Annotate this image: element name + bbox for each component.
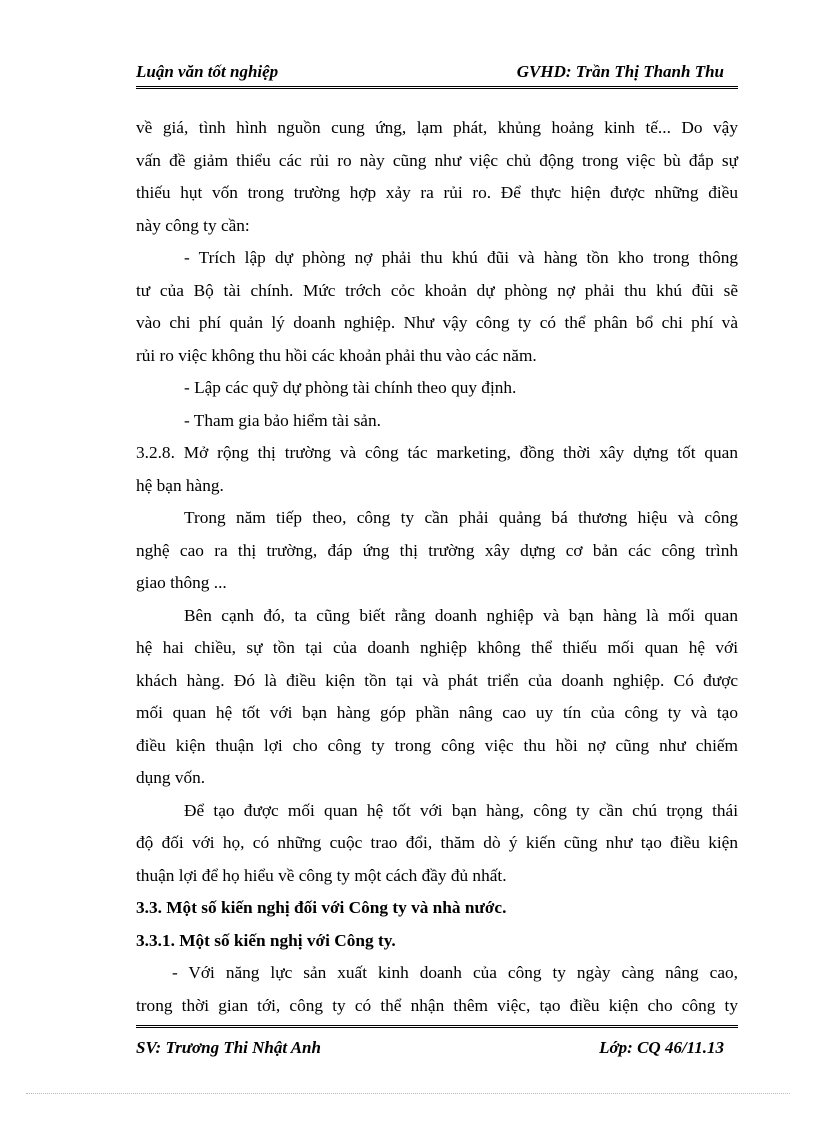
paragraph-provision <box>136 242 738 372</box>
paragraph-insurance <box>136 405 738 438</box>
section-heading-3-3-1 <box>136 925 738 958</box>
text-line: rủi ro việc không thu hồi các khoản phải thu vào các năm. <box>136 345 537 365</box>
text-line: hệ bạn hàng. <box>136 475 224 495</box>
text-line: dụng vốn. <box>136 768 206 787</box>
text-line: khách hàng. Đó là điều kiện tồn tại và phát triển của doanh nghiệp. Có được <box>136 670 738 690</box>
text-line: hệ hai chiều, sự tồn tại của doanh nghiệp không thể thiếu mối quan hệ với <box>136 638 738 657</box>
text-line: điều kiện thuận lợi cho công ty trong công việc thu hồi nợ cũng như chiếm <box>136 735 738 755</box>
section-heading-3-3 <box>136 892 738 925</box>
document-body <box>136 112 738 1022</box>
header-thesis-title: Luận văn tốt nghiệp <box>136 62 279 81</box>
text-line: giao thông ... <box>136 573 227 592</box>
text-line: - Lập các quỹ dự phòng tài chính theo quy định. <box>184 378 517 397</box>
text-line: 3.2.8. Mở rộng thị trường và công tác marketing, đồng thời xây dựng tốt quan <box>136 443 738 462</box>
text-line: trong thời gian tới, công ty có thể nhận thêm việc, tạo điều kiện cho công ty <box>136 995 738 1015</box>
paragraph-capacity <box>136 957 738 1022</box>
text-line: Để tạo được mối quan hệ tốt với bạn hàng, công ty cần chú trọng thái <box>184 800 738 820</box>
text-line: - Tham gia bảo hiểm tài sản. <box>184 410 381 430</box>
text-line: 3.3. Một số kiến nghị đối với Công ty và nhà nước. <box>136 898 507 917</box>
text-line: tư của Bộ tài chính. Mức trớch cỏc khoản dự phòng nợ phải thu khú đũi sẽ <box>136 280 738 300</box>
text-line: thuận lợi để họ hiểu về công ty một cách đầy đủ nhất. <box>136 865 507 885</box>
text-line: về giá, tình hình nguồn cung ứng, lạm phát, khủng hoảng kinh tế... Do vậy <box>136 118 738 137</box>
header-supervisor: GVHD: Trần Thị Thanh Thu <box>516 62 724 81</box>
text-line: vào chi phí quản lý doanh nghiệp. Như vậy công ty có thể phân bổ chi phí và <box>136 313 738 332</box>
text-line: nghệ cao ra thị trường, đáp ứng thị trường xây dựng cơ bản các công trình <box>136 540 738 560</box>
footer-student: SV: Trương Thi Nhật Anh <box>136 1038 321 1057</box>
text-line: Trong năm tiếp theo, công ty cần phải quảng bá thương hiệu và công <box>184 508 738 527</box>
text-line: thiếu hụt vốn trong trường hợp xảy ra rủi ro. Để thực hiện được những điều <box>136 183 738 202</box>
text-line: - Với năng lực sản xuất kinh doanh của công ty ngày càng nâng cao, <box>172 963 738 982</box>
text-line: vấn đề giảm thiểu các rủi ro này cũng như việc chủ động trong việc bù đắp sự <box>136 150 738 170</box>
text-line: mối quan hệ tốt với bạn hàng góp phần nâng cao uy tín của công ty và tạo <box>136 703 738 722</box>
page-footer <box>136 1025 738 1062</box>
page-header <box>136 60 738 89</box>
text-line: này công ty cần: <box>136 215 250 235</box>
paragraph-risk <box>136 112 738 242</box>
paragraph-relations <box>136 795 738 893</box>
text-line: Bên cạnh đó, ta cũng biết rằng doanh nghiệp và bạn hàng là mối quan <box>184 605 738 625</box>
paragraph-fund <box>136 372 738 405</box>
text-line: 3.3.1. Một số kiến nghị với Công ty. <box>136 930 396 950</box>
paragraph-branding <box>136 502 738 600</box>
text-line: - Trích lập dự phòng nợ phải thu khú đũi và hàng tồn kho trong thông <box>184 248 738 267</box>
paragraph-partners <box>136 600 738 795</box>
text-line: độ đối với họ, có những cuộc trao đổi, thăm dò ý kiến cũng như tạo điều kiện <box>136 833 738 852</box>
section-heading-3-2-8 <box>136 437 738 502</box>
page-edge-divider <box>26 1093 790 1094</box>
footer-class: Lớp: CQ 46/11.13 <box>599 1038 724 1057</box>
